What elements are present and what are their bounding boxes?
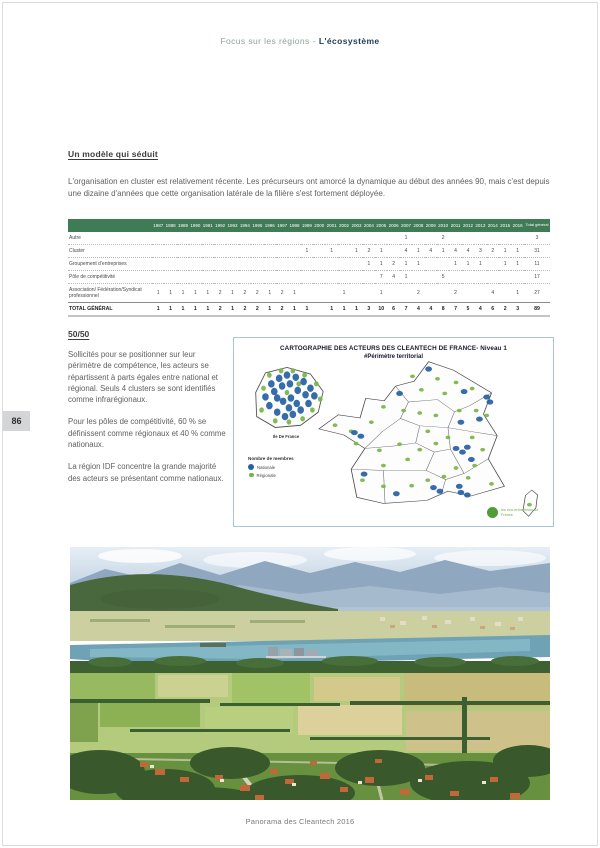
fifty-paragraph-2: Pour les pôles de compétitivité, 60 % se définissent comme régionaux et 40 % comme nationaux. [68, 417, 226, 450]
actors-table: 1987 1988 1989 1990 1991 1992 1993 1994 1995 1996 1997 1998 1999 2000 2001 2002 2003 2004 2005 2006 2007 2008 2009 2010 2011 2012 2013 2014 2015 2016 Total général Autre 1 2 3 Cluster 1 1 1 2 1 4 1 4 1 4 4 3 2 1 1 31 Groupement d'entreprises 1 1 2 1 1 1 1 1 1 1 11 Pôle de compétitivité 7 4 1 5 17 Association/ Fédération/Syndicat professionnel 1 1 1 1 1 2 1 2 2 1 2 1 1 1 2 2 4 1 27 TOTAL GÉNÉRAL 1 1 1 1 1 2 1 2 2 1 2 1 1 1 1 1 3 10 6 7 4 4 8 7 5 4 6 2 3 89 [68, 219, 550, 317]
map-legend-title: Nombre de membres [248, 456, 294, 461]
aerial-photo [70, 547, 550, 800]
legend-label-regionale: Régionale [256, 472, 276, 478]
header-breadcrumb: Focus sur les régions [220, 36, 310, 46]
fifty-paragraph-1: Sollicités pour se positionner sur leur périmètre de compétence, les acteurs se répartissent à parts égales entre national et régional. Seuls 4 clusters se sont identifiés comme infrarégionaux. [68, 350, 218, 405]
legend-item-nationale [248, 464, 294, 470]
pexe-logo-icon [487, 507, 498, 518]
section-heading-fifty: 50/50 [68, 329, 90, 339]
section-heading-model: Un modèle qui séduit [68, 149, 158, 159]
map-title: CARTOGRAPHIE DES ACTEURS DES CLEANTECH DE FRANCE- Niveau 1 [280, 345, 507, 352]
france-map [306, 358, 548, 523]
legend-label-nationale: Nationale [257, 464, 276, 470]
section-paragraph-model: L'organisation en cluster est relativement récente. Les précurseurs ont amorcé la dynamique au début des années 90, mais c'est depuis une dizaine d'années que cette organisation latérale de la filière s'est fortement déployée. [68, 177, 550, 198]
section-column-fifty [68, 349, 228, 495]
fifty-paragraph-3: La région IDF concentre la grande majorité des acteurs se présentant comme nationaux. [68, 462, 224, 483]
idf-inset-label: Ile De France [272, 434, 300, 439]
legend-item-regionale [248, 473, 294, 478]
regionale-dot-icon [249, 473, 254, 478]
page-number-tab: 86 [3, 411, 30, 431]
pexe-logo [487, 507, 541, 518]
header-title: L'écosystème [318, 36, 380, 46]
nationale-dot-icon [248, 464, 254, 470]
page-header [0, 36, 600, 46]
cleantech-map-panel [233, 337, 554, 527]
map-subtitle: #Périmètre territorial [363, 354, 424, 360]
actors-table-wrapper [68, 219, 550, 317]
page-footer: Panorama des Cleantech 2016 [245, 817, 355, 826]
map-legend [248, 456, 294, 480]
pexe-logo-text: les éco-entreprises de France [501, 508, 539, 517]
header-separator: - [312, 36, 316, 46]
